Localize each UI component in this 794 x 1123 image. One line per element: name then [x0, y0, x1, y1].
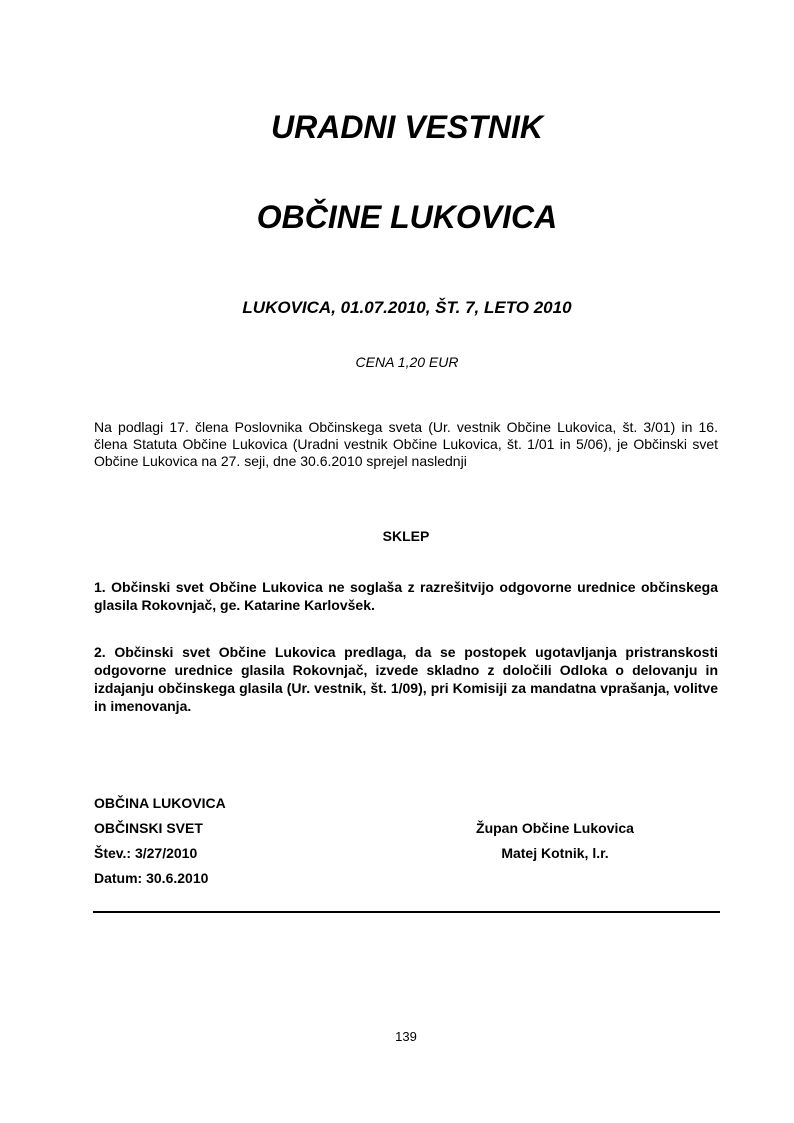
document-number: Štev.: 3/27/2010	[94, 845, 198, 861]
resolution-point-2: 2. Občinski svet Občine Lukovica predlaga, da se postopek ugotavljanja pristranskosti odgovorne urednice glasila Rokovnjač, izvede skladno z določili Odloka o delovanju in izdajanju občinskega glasila (Ur. vestnik, št. 1/09), pri Komisiji za mandatna vprašanja, volitve in imenovanja.	[94, 644, 718, 714]
resolution-heading: SKLEP	[382, 528, 430, 544]
price-label: CENA 1,20 EUR	[355, 354, 459, 370]
issue-line: LUKOVICA, 01.07.2010, ŠT. 7, LETO 2010	[242, 298, 572, 317]
municipality-title: OBČINE LUKOVICA	[256, 199, 558, 235]
gazette-title: URADNI VESTNIK	[270, 109, 543, 145]
signature-block-right	[455, 819, 655, 869]
resolution-point-1: 1. Občinski svet Občine Lukovica ne soglaša z razrešitvijo odgovorne urednice občinskega glasila Rokovnjač, ge. Katarine Karlovšek.	[94, 579, 718, 613]
signature-block-left	[94, 794, 226, 894]
horizontal-divider	[93, 911, 720, 913]
mayor-role: Župan Občine Lukovica	[476, 820, 634, 836]
council-name: OBČINSKI SVET	[94, 820, 203, 836]
intro-paragraph: Na podlagi 17. člena Poslovnika Občinskega sveta (Ur. vestnik Občine Lukovica, št. 3/01) in 16. člena Statuta Občine Lukovica (Uradni vestnik Občine Lukovica, št. 1/01 in 5/06), je Občinski svet Občine Lukovica na 27. seji, dne 30.6.2010 sprejel naslednji	[94, 419, 718, 469]
document-date: Datum: 30.6.2010	[94, 870, 209, 886]
institution-name: OBČINA LUKOVICA	[94, 795, 226, 811]
page-number: 139	[395, 1029, 417, 1044]
mayor-name: Matej Kotnik, l.r.	[501, 845, 609, 861]
